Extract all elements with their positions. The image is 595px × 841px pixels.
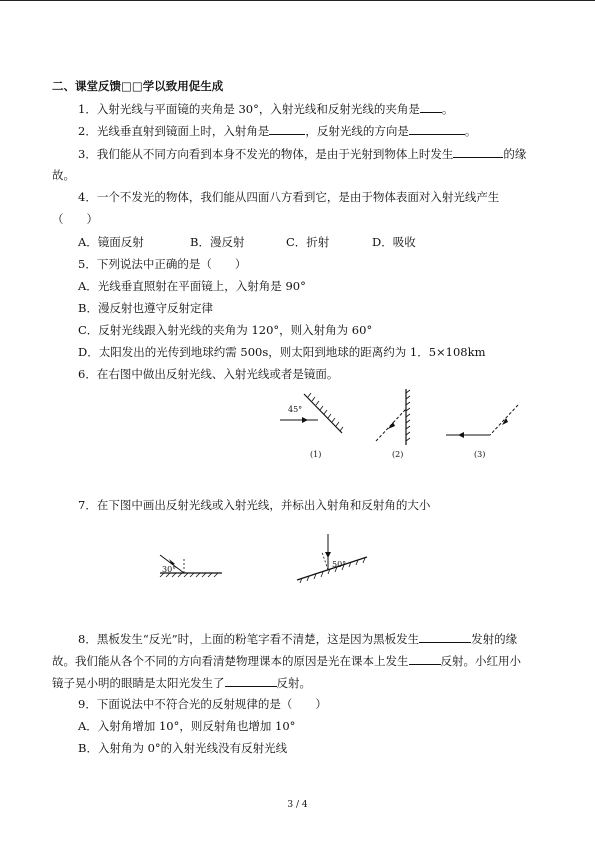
question-8-line-2 [52,653,521,668]
question-5-stem: 5．下列说法中正确的是（ ） [78,257,247,271]
q3-text: 3．我们能从不同方向看到本身不发光的物体，是由于光射到物体上时发生 [78,147,454,161]
q8-text-1: 8．黑板发生“反光”时，上面的粉笔字看不清楚，这是因为黑板发生 [78,632,420,646]
q6-label-2: (2) [392,450,404,459]
q6-figure-2 [376,389,410,459]
q8-text-2: 故。我们能从各个不同的方向看清楚物理课本的原因是光在课本上发生 [52,654,409,668]
q4-option-c: C．折射 [286,235,330,249]
q5-option-b: B．漫反射也遵守反射定律 [78,301,213,315]
q2-text-1: 2．光线垂直射到镜面上时，入射角是 [78,124,270,138]
q8-text-3: 镜子晃小明的眼睛是太阳光发生了 [52,676,225,690]
q4-option-b: B．漫反射 [190,235,245,249]
question-4-line-2: （ ） [52,212,98,226]
q3-end: 的缘 [503,147,527,161]
q5-option-a: A．光线垂直照射在平面镜上，入射角是 90° [78,279,306,293]
q8-text-3b: 反射。 [276,676,311,690]
q1-end: 。 [441,102,454,116]
q2-end: 。 [464,124,477,138]
question-3-line-1 [78,146,526,161]
q3-blank[interactable] [453,146,503,158]
q7-figure-1 [160,555,222,577]
q8-text-1b: 发射的缘 [471,632,518,646]
page-number: 3 / 4 [287,800,308,810]
question-8-line-1 [78,631,517,646]
q4-option-d: D．吸收 [372,235,416,249]
q1-blank[interactable] [420,101,442,113]
q2-blank-2[interactable] [409,123,465,135]
q1-text: 1．入射光线与平面镜的夹角是 30°，入射光线和反射光线的夹角是 [78,102,420,116]
q5-option-d: D．太阳发出的光传到地球约需 500s，则太阳到地球的距离约为 1．5×108km [78,345,486,359]
q6-figure-3 [446,405,518,459]
question-4-line-1: 4．一个不发光的物体，我们能从四面八方看到它，是由于物体表面对入射光线产生 [78,190,500,204]
q6-figure [280,385,540,470]
question-3-line-2: 故。 [52,168,75,182]
q6-figure-1 [280,393,343,459]
q2-blank-1[interactable] [269,123,305,135]
q8-blank-2[interactable] [409,653,441,665]
q9-option-b: B．入射角为 0°的入射光线没有反射光线 [78,741,288,755]
question-9-stem: 9．下面说法中不符合光的反射规律的是（ ） [78,697,327,711]
question-8-line-3 [52,675,311,690]
question-7-stem: 7．在下图中画出反射光线或入射光线，并标出入射角和反射角的大小 [78,498,431,512]
q6-label-3: (3) [474,450,486,459]
q4-option-a: A．镜面反射 [78,235,144,249]
q8-blank-1[interactable] [419,631,471,643]
q8-blank-3[interactable] [225,675,277,687]
q7-angle-1: 30° [162,565,177,574]
section-title: 二、课堂反馈□□学以致用促生成 [52,79,224,93]
page-top-border [0,0,595,1]
question-6-stem: 6．在右图中做出反射光线、入射光线或者是镜面。 [78,367,339,381]
q8-text-2b: 反射。小红用小 [440,654,521,668]
q7-figure [152,530,392,590]
q9-option-a: A．入射角增加 10°，则反射角也增加 10° [78,719,296,733]
question-1 [78,101,453,116]
q7-figure-2 [297,534,367,583]
question-2 [78,123,476,138]
q6-label-1: (1) [310,450,322,459]
q7-angle-2: 50° [332,560,347,569]
q6-angle-label: 45° [288,405,303,414]
q5-option-c: C．反射光线跟入射光线的夹角为 120°，则入射角为 60° [78,323,373,337]
q2-text-2: ，反射光线的方向是 [305,124,409,138]
